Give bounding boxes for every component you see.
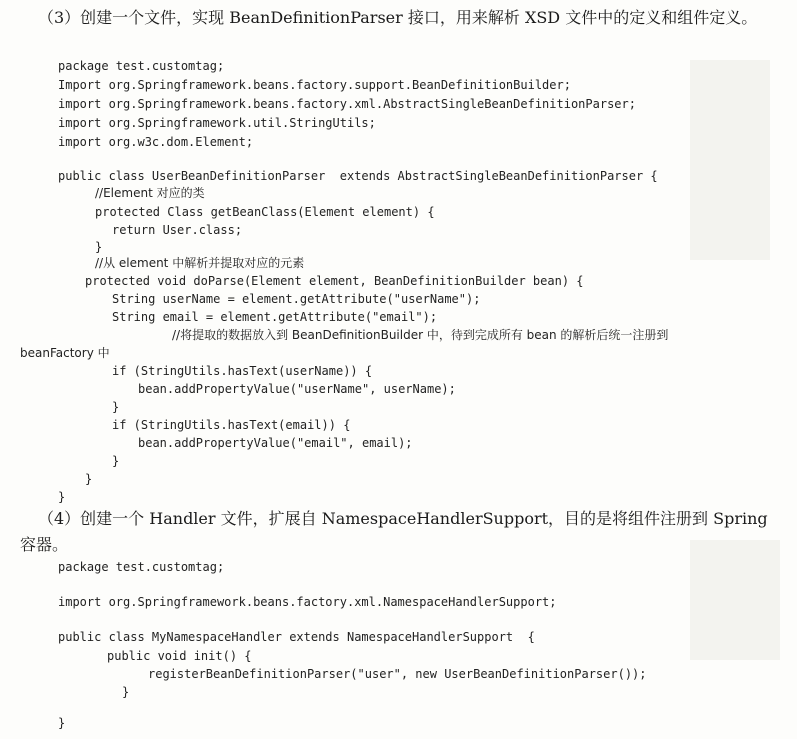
code-line: } [95, 240, 103, 254]
code-line: } [85, 472, 93, 486]
code-comment: //将提取的数据放入到 BeanDefinitionBuilder 中，待到完成所有 bean 的解析后统一注册到 [172, 328, 669, 342]
code-line: if (StringUtils.hasText(userName)) { [112, 364, 373, 378]
scan-bleed-mark [690, 60, 770, 260]
code-line: } [58, 490, 66, 504]
code-line: public class UserBeanDefinitionParser extends AbstractSingleBeanDefinitionParser { [58, 169, 658, 183]
code-line: import org.Springframework.beans.factory.xml.NamespaceHandlerSupport; [58, 595, 557, 609]
code-line: Import org.Springframework.beans.factory.support.BeanDefinitionBuilder; [58, 78, 571, 92]
code-line: public class MyNamespaceHandler extends NamespaceHandlerSupport { [58, 630, 535, 644]
code-line: import org.w3c.dom.Element; [58, 135, 254, 149]
code-line: String email = element.getAttribute("email"); [112, 310, 438, 324]
code-line: bean.addPropertyValue("email", email); [138, 436, 413, 450]
code-comment: //Element 对应的类 [95, 186, 205, 200]
code-line: registerBeanDefinitionParser("user", new UserBeanDefinitionParser()); [148, 667, 647, 681]
scan-bleed-mark [690, 540, 780, 660]
code-line: if (StringUtils.hasText(email)) { [112, 418, 351, 432]
code-line: protected Class getBeanClass(Element element) { [95, 205, 435, 219]
code-line: } [58, 716, 66, 730]
code-line: package test.customtag; [58, 560, 225, 574]
code-line: return User.class; [112, 223, 243, 237]
code-line: } [112, 454, 120, 468]
section-4-heading: （4）创建一个 Handler 文件，扩展自 NamespaceHandlerSupport，目的是将组件注册到 Spring 容器。 [20, 509, 768, 554]
code-line: import org.Springframework.util.StringUtils; [58, 116, 376, 130]
code-line: import org.Springframework.beans.factory.xml.AbstractSingleBeanDefinitionParser; [58, 97, 636, 111]
code-comment: //从 element 中解析并提取对应的元素 [95, 256, 305, 270]
code-line: public void init() { [107, 649, 252, 663]
code-line: String userName = element.getAttribute("userName"); [112, 292, 481, 306]
code-line: } [122, 685, 130, 699]
code-line: protected void doParse(Element element, BeanDefinitionBuilder bean) { [85, 274, 584, 288]
code-comment: beanFactory 中 [20, 346, 110, 360]
code-line: bean.addPropertyValue("userName", userName); [138, 382, 456, 396]
code-line: package test.customtag; [58, 59, 225, 73]
section-3-heading: （3）创建一个文件，实现 BeanDefinitionParser 接口，用来解析 XSD 文件中的定义和组件定义。 [38, 8, 758, 27]
code-line: } [112, 400, 120, 414]
